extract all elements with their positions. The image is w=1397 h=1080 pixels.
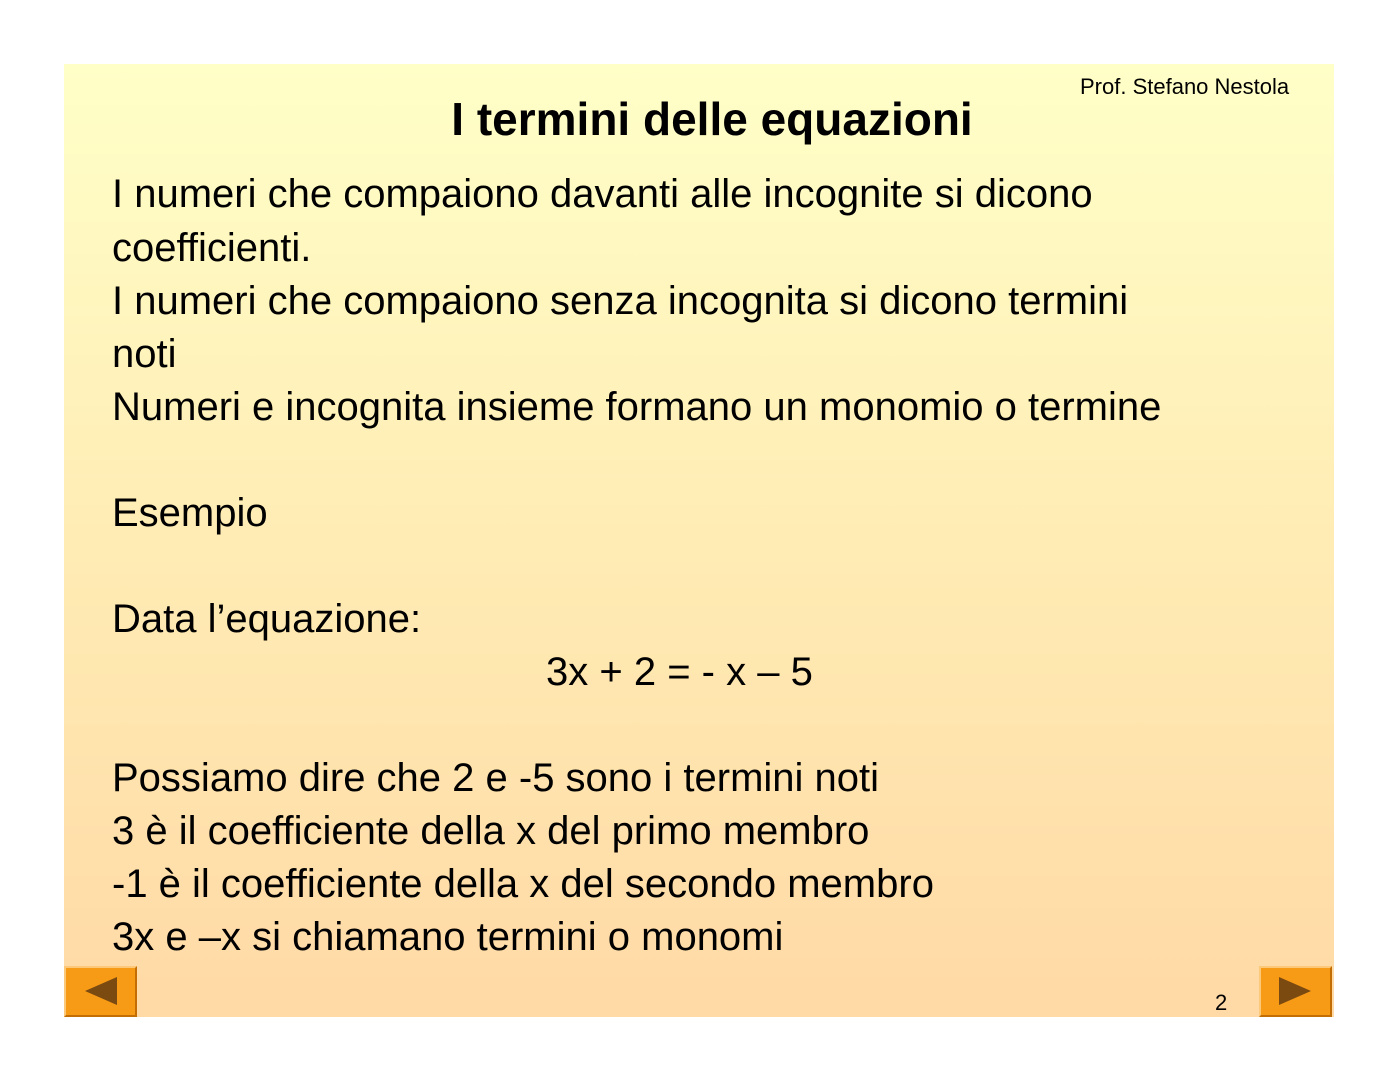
triangle-left-icon	[66, 968, 135, 1015]
text-line-10: -1 è il coefficiente della x del secondo membro	[112, 862, 934, 906]
given-equation-label: Data l’equazione:	[112, 597, 422, 641]
author-label: Prof. Stefano Nestola	[1080, 74, 1290, 99]
slide	[64, 64, 1334, 1017]
next-slide-button[interactable]	[1259, 966, 1332, 1017]
text-line-5: Numeri e incognita insieme formano un monomio o termine	[112, 385, 1162, 429]
previous-slide-button[interactable]	[64, 966, 137, 1017]
equation: 3x + 2 = - x – 5	[546, 650, 813, 694]
page-number: 2	[1215, 990, 1228, 1015]
text-line-11: 3x e –x si chiamano termini o monomi	[112, 915, 784, 959]
text-line-9: 3 è il coefficiente della x del primo membro	[112, 809, 870, 853]
text-line-2: coefficienti.	[112, 226, 312, 270]
example-label: Esempio	[112, 491, 268, 535]
text-line-8: Possiamo dire che 2 e -5 sono i termini noti	[112, 756, 880, 800]
triangle-right-icon	[1261, 968, 1330, 1015]
slide-title: I termini delle equazioni	[451, 93, 973, 145]
text-line-1: I numeri che compaiono davanti alle incognite si dicono	[112, 172, 1093, 216]
text-line-4: noti	[112, 332, 177, 376]
text-line-3: I numeri che compaiono senza incognita si dicono termini	[112, 279, 1129, 323]
